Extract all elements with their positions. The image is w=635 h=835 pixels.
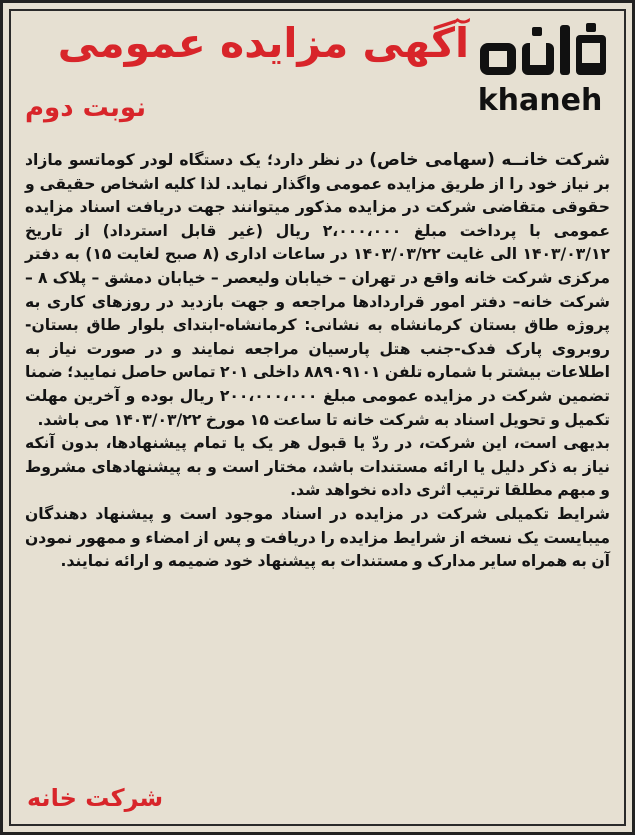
ad-subtitle: نوبت دوم xyxy=(25,93,146,123)
company-name: شرکت خانــه (سهامی خاص) xyxy=(369,150,610,170)
logo-wordmark: khaneh xyxy=(477,83,603,118)
ad-header xyxy=(11,11,624,143)
company-logo xyxy=(472,21,612,121)
body-paragraph-2: بدیهی است، این شرکت، در ردّ یا قبول هر یک یا تمام پیشنهادها، بدون آنکه نیاز به ذکر دلیل یا ارائه مستندات باشد، مختار است و به پیشنهادهای مشروط و مبهم مطلقا ترتیب اثری داده نخواهد شد. xyxy=(25,434,610,500)
body-paragraph-1 xyxy=(25,149,610,432)
ad-signature: شرکت خانه xyxy=(27,784,164,812)
logo-mark-icon xyxy=(472,21,612,83)
ad-title: آگهی مزایده عمومی xyxy=(57,19,469,67)
ad-frame xyxy=(9,9,626,826)
ad-body xyxy=(25,149,610,574)
paragraph-1-text: در نظر دارد؛ یک دستگاه لودر کوماتسو مازاد بر نیاز خود را از طریق مزایده عمومی واگذار نماید. لذا کلیه اشخاص حقیقی و حقوقی متقاضی شرکت در مزایده مذکور میتوانند جهت دریافت اسناد مزایده عمومی با پرداخت مبلغ ۲،۰۰۰،۰۰۰ ریال (غیر قابل استرداد) از تاریخ ۱۴۰۳/۰۳/۱۲ الی غایت ۱۴۰۳/۰۳/۲۲ در ساعات اداری (۸ صبح لغایت ۱۵) به دفتر مرکزی شرکت خانه واقع در تهران – خیابان ولیعصر – خیابان دمشق – پلاک ۸ – شرکت خانه– دفتر امور قراردادها مراجعه و جهت بازدید در روزهای کاری به پروژه طاق بستان کرمانشاه به نشانی: کرمانشاه-ابتدای بلوار طاق بستان- روبروی پارک فدک-جنب هتل پارسیان مراجعه نمایند و در صورت نیاز به اطلاعات بیشتر با شماره تلفن ۸۸۹۰۹۱۰۱ داخلی ۲۰۱ تماس حاصل نمایید؛ ضمنا تضمین شرکت در مزایده عمومی مبلغ ۲۰۰،۰۰۰،۰۰۰ ریال بوده و آخرین مهلت تکمیل و تحویل اسناد به شرکت خانه تا ساعت ۱۵ مورخ ۱۴۰۳/۰۳/۲۲ می باشد. xyxy=(25,151,611,429)
body-paragraph-3: شرایط تکمیلی شرکت در مزایده در اسناد موجود است و پیشنهاد دهندگان میبایست یک نسخه از شرایط مزایده را دریافت و پس از امضاء و ممهور نمودن آن به همراه سایر مدارک و مستندات به پیشنهاد خود ضمیمه و ارائه نمایند. xyxy=(25,504,610,571)
